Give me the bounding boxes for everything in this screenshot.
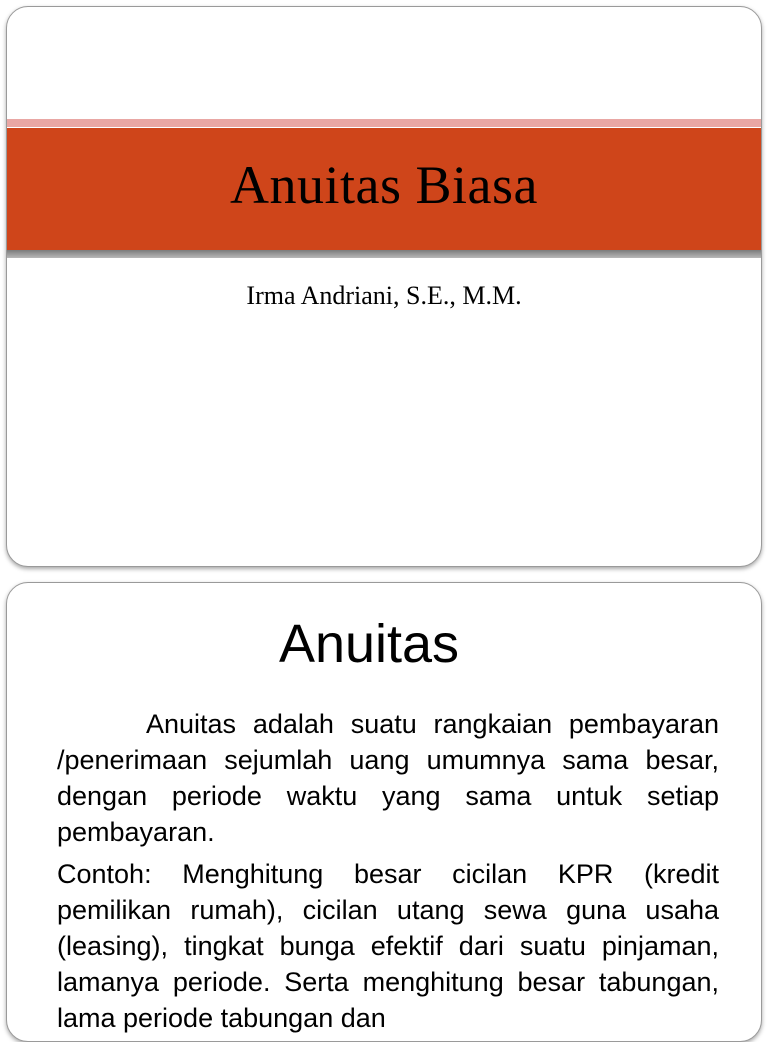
- slide-anuitas: [6, 582, 762, 1042]
- body-paragraph-definition: Anuitas adalah suatu rangkaian pembayaran /penerimaan sejumlah uang umumnya sama besar, dengan periode waktu yang sama untuk setiap pembayaran.: [57, 709, 719, 847]
- slide-subtitle-text: Irma Andriani, S.E., M.M.: [246, 281, 522, 310]
- slide-heading: Anuitas: [278, 614, 460, 674]
- slide-title: [6, 6, 762, 567]
- body-paragraph-example: Contoh: Menghitung besar cicilan KPR (kredit pemilikan rumah), cicilan utang sewa guna usaha (leasing), tingkat bunga efektif dari suatu pinjaman, lamanya periode. Serta menghitung besar tabungan, lama periode tabungan dan: [57, 859, 719, 1033]
- slide-title-text: Anuitas Biasa: [230, 155, 538, 215]
- title-band-bottom-stripe: [7, 250, 761, 258]
- title-band-top-stripe: [7, 119, 761, 127]
- title-band: [7, 128, 761, 250]
- slide-body: [57, 706, 719, 1042]
